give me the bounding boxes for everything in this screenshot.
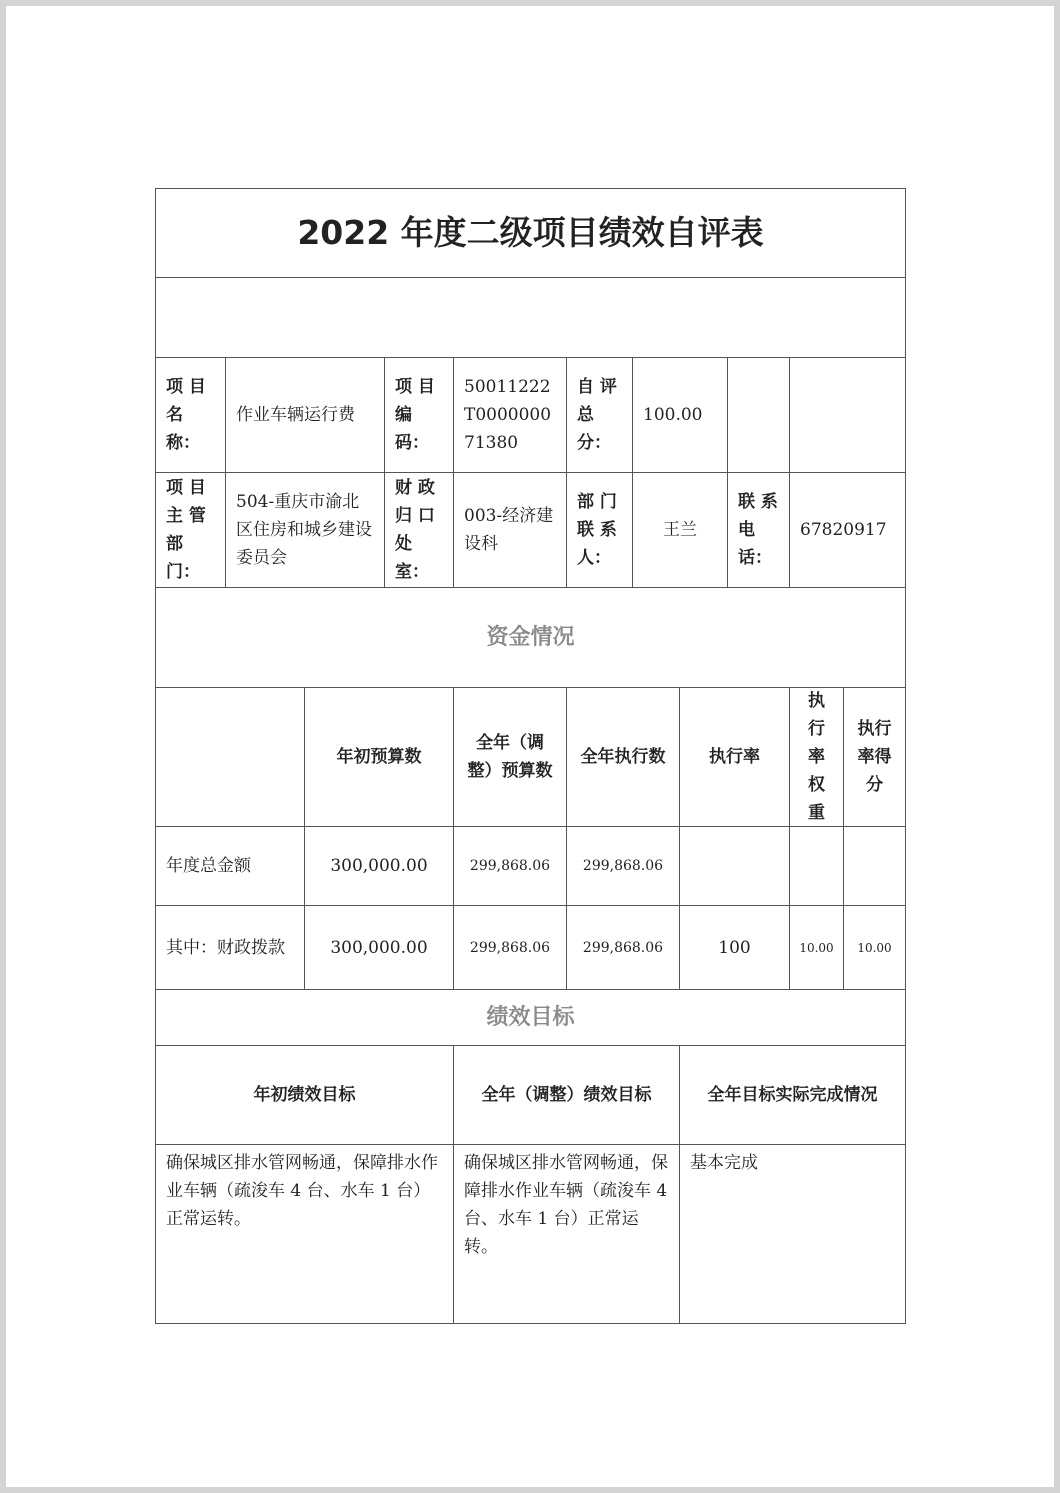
contact: 王兰: [632, 472, 728, 588]
finance-office: 003-经济建设科: [453, 472, 567, 588]
self-score: 100.00: [632, 357, 728, 473]
dept: 504-重庆市渝北区住房和城乡建设委员会: [225, 472, 385, 588]
blank-row: [155, 277, 906, 358]
contact-label: 部 门 联 系 人：: [566, 472, 633, 588]
goals-header-adjusted: 全年（调整）绩效目标: [453, 1045, 680, 1145]
funds-header-blank: [155, 687, 305, 827]
funds-header-initial: 年初预算数: [304, 687, 454, 827]
funds-row-adjusted: 299,868.06: [453, 905, 567, 990]
funds-header-score: 执行率得分: [843, 687, 906, 827]
dept-label: 项 目 主 管 部门：: [155, 472, 226, 588]
funds-row-adjusted: 299,868.06: [453, 826, 567, 906]
funds-header-rate: 执行率: [679, 687, 790, 827]
funds-row-label: 其中：财政拨款: [155, 905, 305, 990]
funds-row-initial: 300,000.00: [304, 826, 454, 906]
funds-row-rate: 100: [679, 905, 790, 990]
funds-row-rate: [679, 826, 790, 906]
empty-cell: [789, 357, 906, 473]
funds-row-score: [843, 826, 906, 906]
funds-row-weight: 10.00: [789, 905, 844, 990]
empty-cell: [727, 357, 790, 473]
funds-section-title: 资金情况: [155, 587, 906, 688]
goals-header-completion: 全年目标实际完成情况: [679, 1045, 906, 1145]
goals-header-initial: 年初绩效目标: [155, 1045, 454, 1145]
project-code-label: 项 目 编码：: [384, 357, 454, 473]
self-score-label: 自 评 总 分：: [566, 357, 633, 473]
funds-header-adjusted: 全年（调整）预算数: [453, 687, 567, 827]
funds-row-initial: 300,000.00: [304, 905, 454, 990]
funds-row-weight: [789, 826, 844, 906]
initial-goal-text: 确保城区排水管网畅通，保障排水作业车辆（疏浚车 4 台、水车 1 台）正常运转。: [155, 1144, 454, 1324]
funds-header-weight: 执行率权重: [789, 687, 844, 827]
document-page: [6, 6, 1054, 1487]
project-name-label: 项 目 名称：: [155, 357, 226, 473]
project-name: 作业车辆运行费: [225, 357, 385, 473]
funds-row-executed: 299,868.06: [566, 905, 680, 990]
finance-office-label: 财 政 归 口 处室：: [384, 472, 454, 588]
funds-row-executed: 299,868.06: [566, 826, 680, 906]
funds-row-label: 年度总金额: [155, 826, 305, 906]
adjusted-goal-text: 确保城区排水管网畅通，保障排水作业车辆（疏浚车 4 台、水车 1 台）正常运转。: [453, 1144, 680, 1324]
phone-label: 联 系 电 话：: [727, 472, 790, 588]
phone: 67820917: [789, 472, 906, 588]
project-code: 50011222T000000071380: [453, 357, 567, 473]
funds-header-executed: 全年执行数: [566, 687, 680, 827]
goals-section-title: 绩效目标: [155, 989, 906, 1046]
form-title: 2022 年度二级项目绩效自评表: [155, 188, 906, 278]
completion-text: 基本完成: [679, 1144, 906, 1324]
funds-row-score: 10.00: [843, 905, 906, 990]
